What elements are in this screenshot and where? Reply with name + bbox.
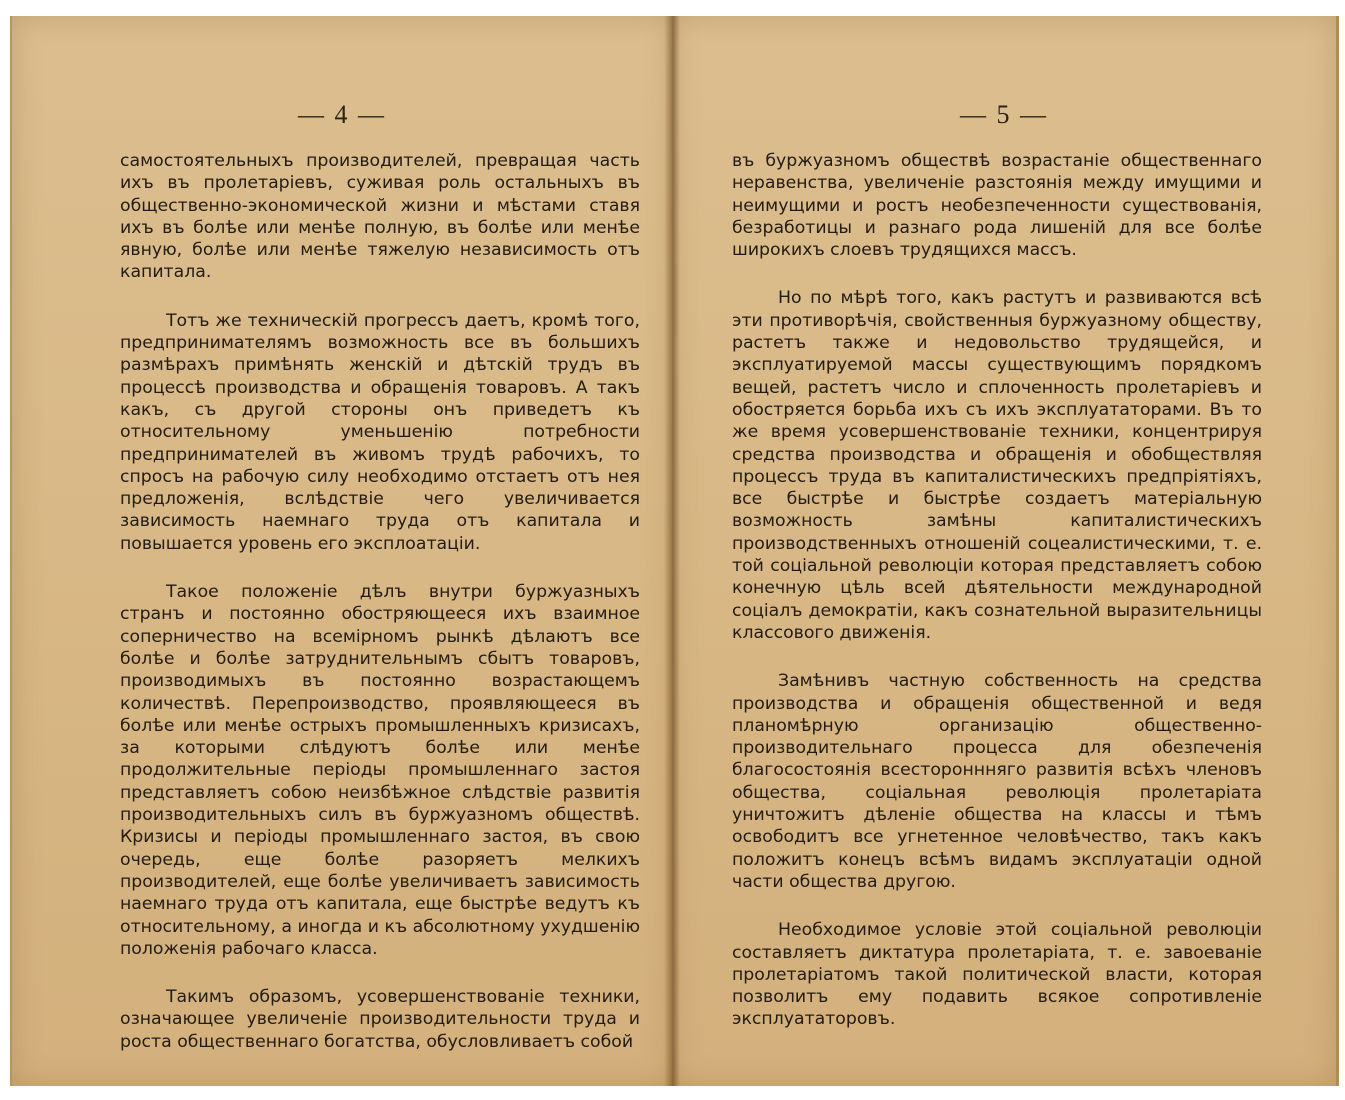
right-page — [672, 16, 1339, 1086]
paragraph: Такимъ образомъ, усовершенствованіе техники, означающее увеличеніе производительности труда и роста общественнаго богатства, обусловливаетъ собой — [120, 987, 640, 1052]
paragraph: Тотъ же техническій прогрессъ даетъ, кромѣ того, предпринимателямъ возможность все въ большихъ размѣрахъ примѣнять женскій и дѣтскій трудъ въ процессѣ производства и обращенія товаровъ. А такъ какъ, съ другой стороны онъ приведетъ къ относительному уменьшенію потребности предпринимателей въ живомъ трудѣ рабочихъ, то спросъ на рабочую силу необходимо отстаетъ отъ нея предложенія, вслѣдствіе чего увеличивается зависимость наемнаго труда отъ капитала и повышается уровень его эксплоатаціи. — [120, 310, 640, 554]
paragraph: Но по мѣрѣ того, какъ растутъ и развиваются всѣ эти противорѣчія, свойственныя буржуазному обществу, растетъ также и недовольство трудящейся, и эксплуатируемой массы существующимъ порядкомъ вещей, растетъ число и сплоченность пролетаріевъ и обостряется борьба ихъ съ ихъ эксплуататорами. Въ то же время усовершенствованіе техники, концентрируя средства производства и обращенія и обобществляя процессъ труда въ капиталистическихъ предпріятіяхъ, все быстрѣе и быстрѣе создаетъ матеріальную возможность замѣны капиталистическихъ производственныхъ отношеній соцеалистическими, т. е. той соціальной революціи которая представляетъ собою конечную цѣль всей дѣятельности международной соціалъ демократіи, какъ сознательной выразительницы классового движенія. — [732, 288, 1262, 643]
paragraph: Необходимое условіе этой соціальной революціи составляетъ диктатура пролетаріата, т. е. завоеваніе пролетаріатомъ такой политической власти, которая позволитъ ему подавить всякое сопротивленіе эксплуататоровъ. — [732, 920, 1262, 1030]
page-number-5: — 5 — — [960, 100, 1048, 129]
paragraph: Замѣнивъ частную собственность на средства производства и обращенія общественной и ведя планомѣрную организацію общественно-производительнаго процесса для обезпеченія благосостоянія всестороннняго развитія всѣхъ членовъ общества, соціальная революція пролетаріата уничтожитъ дѣленіе общества на классы и тѣмъ освободитъ все угнетенное человѣчество, такъ какъ положитъ конецъ всѣмъ видамъ эксплуатаціи одной части общества другою. — [732, 671, 1262, 892]
book-gutter — [664, 16, 680, 1086]
page-number-4: — 4 — — [298, 100, 386, 129]
left-page-text — [120, 150, 640, 1053]
paragraph: Такое положеніе дѣлъ внутри буржуазныхъ странъ и постоянно обостряющееся ихъ взаимное соперничество на всемірномъ рынкѣ дѣлаютъ все болѣе и болѣе затруднительнымъ сбытъ товаровъ, производимыхъ въ постоянно возрастающемъ количествѣ. Перепроизводство, проявляющееся въ болѣе или менѣе острыхъ промышленныхъ кризисахъ, за которыми слѣдуютъ болѣе или менѣе продолжительные періоды промышленнаго застоя представляетъ собою неизбѣжное слѣдствіе развитія производительныхъ силъ въ буржуазномъ обществѣ. Кризисы и періоды промышленнаго застоя, въ свою очередь, еще болѣе разоряетъ мелкихъ производителей, еще болѣе увеличиваетъ зависимость наемнаго труда отъ капитала, еще быстрѣе ведутъ къ относительному, а иногда и къ абсолютному ухудшенію положенія рабочаго класса. — [120, 582, 640, 959]
paragraph: самостоятельныхъ производителей, превращая часть ихъ въ пролетаріевъ, суживая роль остальныхъ въ общественно-экономической жизни и мѣстами ставя ихъ въ болѣе или менѣе полную, въ болѣе или менѣе явную, болѣе или менѣе тяжелую независимость отъ капитала. — [120, 151, 640, 283]
left-page — [10, 16, 672, 1086]
booklet-spread — [10, 16, 1336, 1086]
right-page-text — [732, 150, 1262, 1031]
paragraph: въ буржуазномъ обществѣ возрастаніе общественнаго неравенства, увеличеніе разстоянія между имущими и неимущими и ростъ необезпеченности существованія, безработицы и разнаго рода лишеній для все болѣе широкихъ слоевъ трудящихся массъ. — [732, 151, 1262, 261]
